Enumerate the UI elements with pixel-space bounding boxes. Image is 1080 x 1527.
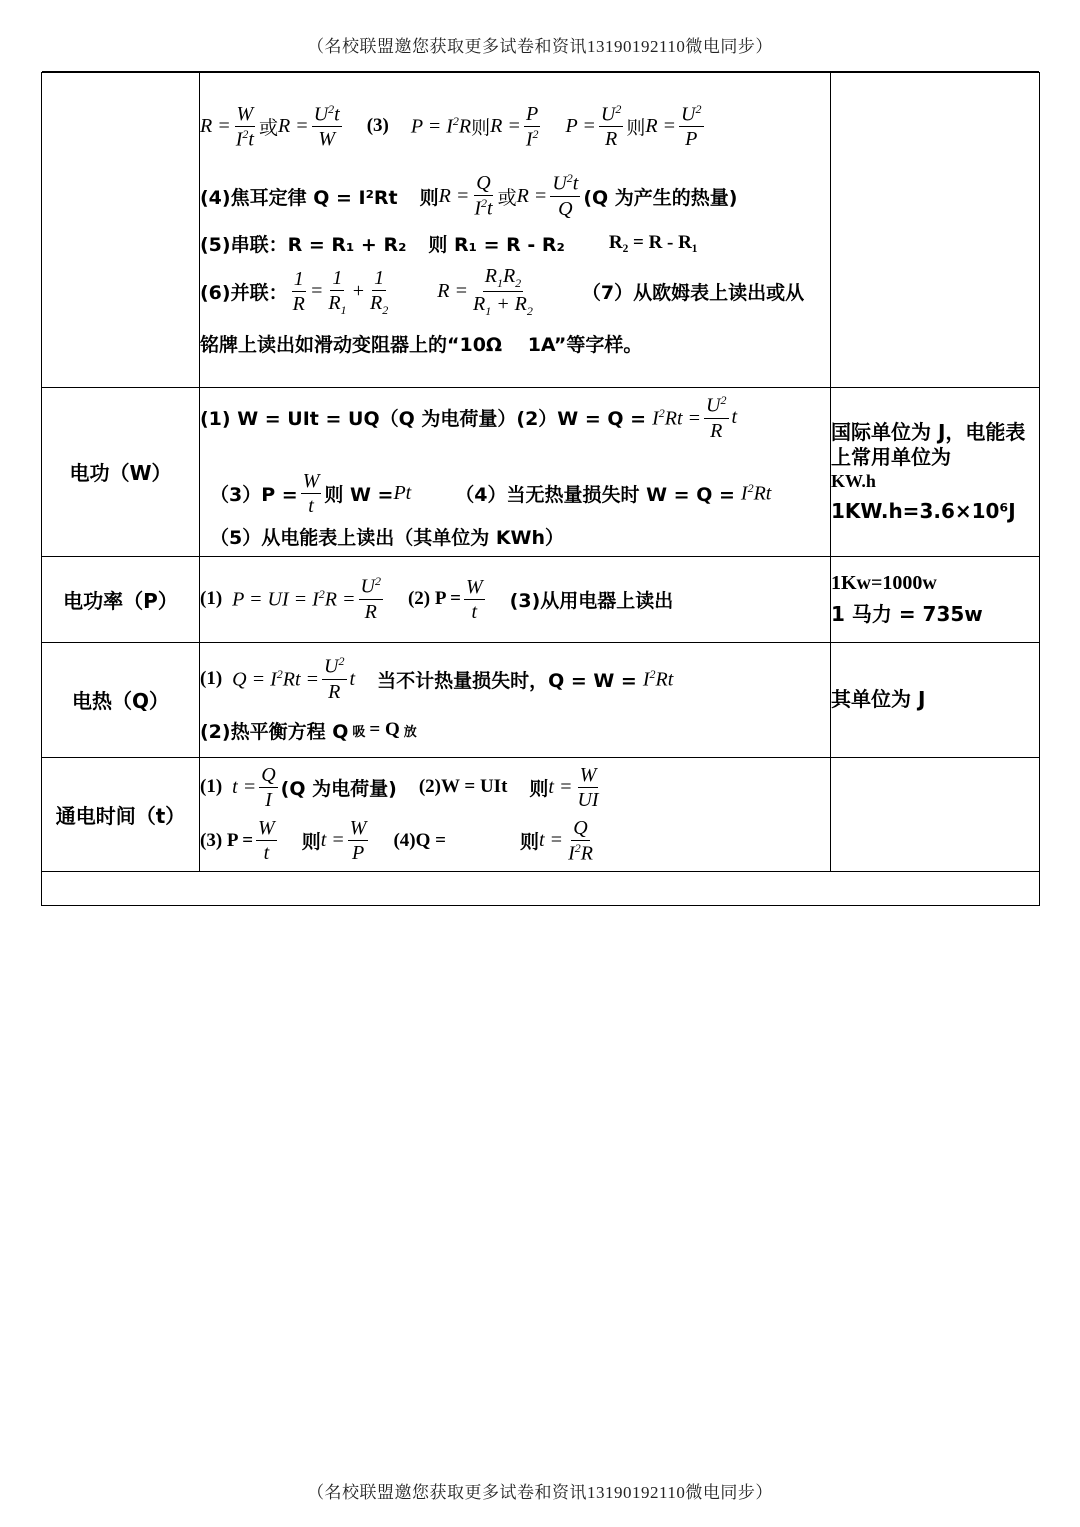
row-heat (42, 642, 1040, 757)
formula-line: 铭牌上读出如滑动变阻器上的“10Ω 1A”等字样。 (200, 334, 643, 357)
formula-line: (1) $Q = I^2Rt$ = $\frac{U^2}{R}$ t 当不计热量损失时，Q = W = $I^2Rt$ (200, 654, 674, 703)
unit-text: 其单位为 J (831, 687, 926, 712)
formula-line: (2)热平衡方程 Q 吸 = Q 放 (200, 719, 417, 743)
formula-table (41, 72, 1040, 906)
formula-cell-time (200, 757, 831, 871)
formula-line: (4)焦耳定律 Q = I²Rt 则 R = $\frac{Q}{I^2t}$ 或 R = $\frac{U^2t}{Q}$ (Q 为产生的热量) (200, 171, 738, 220)
row-power (42, 556, 1040, 642)
formula-cell-power (200, 556, 831, 642)
unit-text: KW.h (831, 471, 876, 492)
unit-text: 1 马力 = 735w (831, 602, 983, 627)
category-cell-empty (42, 73, 200, 388)
formula-cell-heat (200, 642, 831, 757)
header-banner: （名校联盟邀您获取更多试卷和资讯13190192110微电同步） (307, 37, 773, 56)
row-resistance (42, 73, 1040, 388)
formula-line: (5)串联：R = R₁ + R₂ 则 R₁ = R - R₂ R₂ = R - R₁ (200, 232, 698, 256)
category-work: 电功（W） (42, 388, 200, 557)
row-time (42, 757, 1040, 871)
footer-banner: （名校联盟邀您获取更多试卷和资讯13190192110微电同步） (307, 1483, 773, 1502)
formula-line: R = $\frac{W}{I^2t}$ 或 R = $\frac{U^2t}{W}$ (3) $P = I^2R$ 则 R = $\frac{P}{I^2}$ P = $\frac{U^2}{R}$ 则 R = $\frac{U^2}{P}$ (200, 101, 702, 151)
formula-line: （5）从电能表上读出（其单位为 KWh） (210, 526, 565, 549)
unit-text: 国际单位为 J，电能表上常用单位为 (831, 420, 1026, 470)
unit-text: 1KW.h=3.6×10⁶J (831, 498, 1016, 523)
formula-line: (1) t = $\frac{Q}{I}$ (Q 为电荷量) (2)W = UIt 则 t = $\frac{W}{UI}$ (200, 763, 599, 811)
formula-line: (3) P = $\frac{W}{t}$ 则 t = $\frac{W}{P}$ (4)Q = 则 t = $\frac{Q}{I^2R}$ (200, 816, 593, 865)
category-heat: 电热（Q） (42, 642, 200, 757)
category-power: 电功率（P） (42, 556, 200, 642)
unit-text: 1Kw=1000w (831, 572, 937, 595)
unit-cell-empty (831, 757, 1040, 871)
formula-cell-resistance (200, 73, 831, 388)
unit-cell-work (831, 388, 1040, 557)
formula-line: (1) P = UI = $I^2R$ = $\frac{U^2}{R}$ (2) P = $\frac{W}{t}$ (3)从用电器上读出 (200, 574, 674, 623)
category-time: 通电时间（t） (42, 757, 200, 871)
formula-cell-work (200, 388, 831, 557)
unit-cell-empty (831, 73, 1040, 388)
unit-cell-heat (831, 642, 1040, 757)
row-work (42, 388, 1040, 557)
formula-line: （3）P = $\frac{W}{t}$ 则 W = Pt （4）当无热量损失时 W = Q = $I^2Rt$ (210, 469, 772, 517)
unit-cell-power (831, 556, 1040, 642)
formula-line: (1) W = UIt = UQ（Q 为电荷量）(2）W = Q = $I^2Rt$ = $\frac{U^2}{R}$ t (200, 393, 738, 442)
empty-cell (42, 871, 1040, 905)
formula-line: (6)并联： $\frac{1}{R}$ = $\frac{1}{R_1}$ + $\frac{1}{R_2}$ R = $\frac{R_1R_2}{R_1 + R_2}$ （7）从欧姆表上读出或从 (200, 264, 805, 319)
row-empty (42, 871, 1040, 905)
